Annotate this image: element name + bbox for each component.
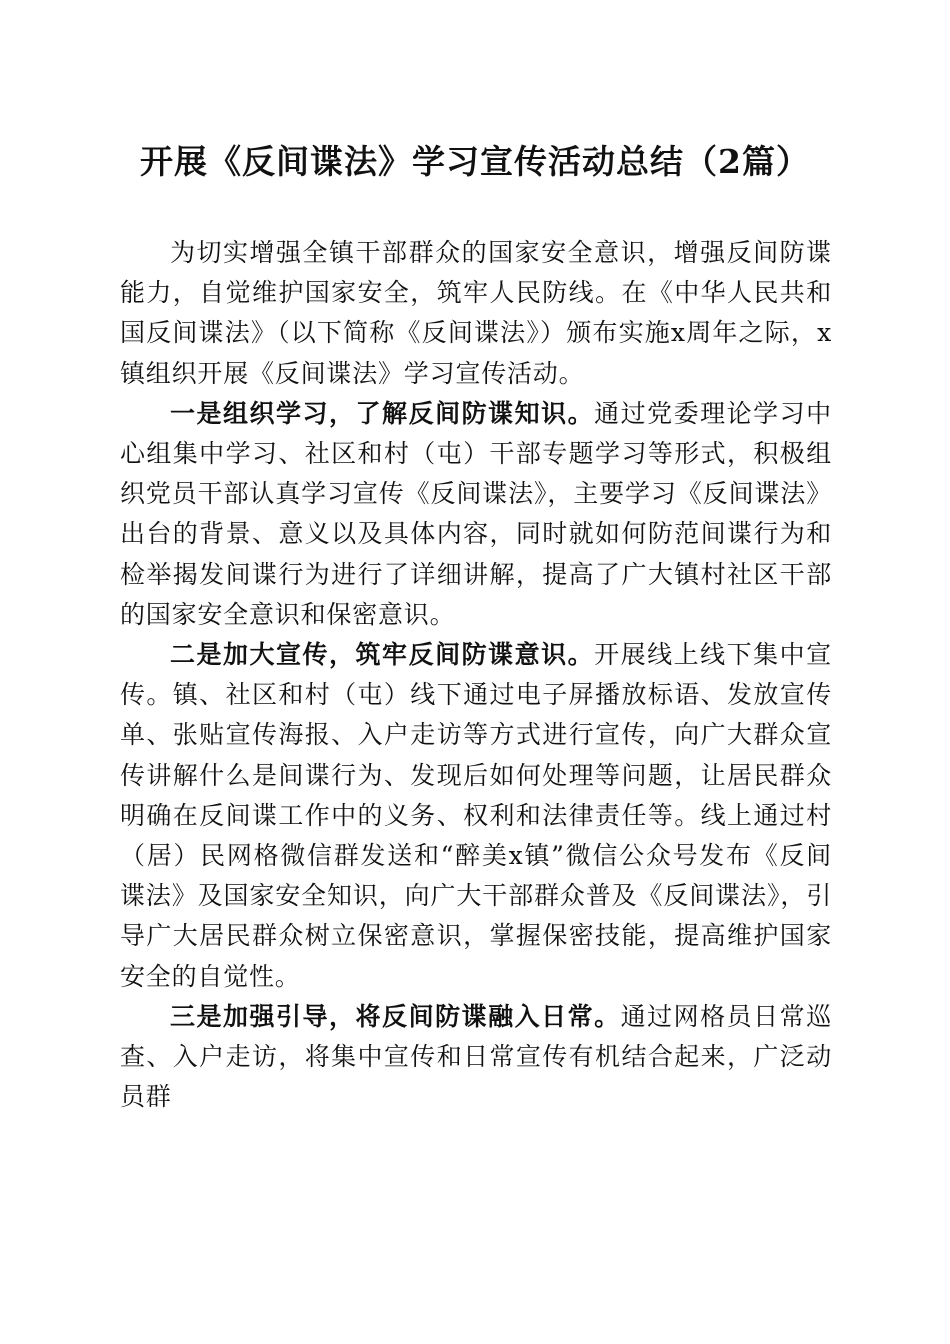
section-3-text: 通过网格员日常巡查、入户走访，将集中宣传和日常宣传有机结合起来，广泛动员群 xyxy=(120,1001,832,1112)
document-title: 开展《反间谍法》学习宣传活动总结（2篇） xyxy=(140,142,810,181)
section-1-heading: 一是组织学习，了解反间防谍知识。 xyxy=(170,398,595,428)
section-2-text: 开展线上线下集中宣传。镇、社区和村（屯）线下通过电子屏播放标语、发放宣传单、张贴宣传海报、入户走访等方式进行宣传，向广大群众宣传讲解什么是间谍行为、发现后如何处理等问题，让居民群众明确在反间谍工作中的义务、权利和法律责任等。线上通过村（居）民网格微信群发送和“醉美x镇”微信公众号发布《反间谍法》及国家安全知识，向广大干部群众普及《反间谍法》，引导广大居民群众树立保密意识，掌握保密技能，提高维护国家安全的自觉性。 xyxy=(120,640,832,991)
section-2-heading: 二是加大宣传，筑牢反间防谍意识。 xyxy=(170,640,595,670)
section-1-text: 通过党委理论学习中心组集中学习、社区和村（屯）干部专题学习等形式，积极组织党员干部认真学习宣传《反间谍法》，主要学习《反间谍法》出台的背景、意义以及具体内容，同时就如何防范间谍行为和检举揭发间谍行为进行了详细讲解，提高了广大镇村社区干部的国家安全意识和保密意识。 xyxy=(120,398,832,629)
paragraph-intro-text: 为切实增强全镇干部群众的国家安全意识，增强反间防谍能力，自觉维护国家安全，筑牢人民防线。在《中华人民共和国反间谍法》（以下简称《反间谍法》）颁布实施x周年之际，x镇组织开展《反间谍法》学习宣传活动。 xyxy=(120,238,832,388)
section-3-heading: 三是加强引导，将反间防谍融入日常。 xyxy=(170,1001,621,1031)
paragraph-section-2 xyxy=(120,635,832,997)
document-body xyxy=(120,233,832,1117)
paragraph-section-1 xyxy=(120,394,832,635)
paragraph-section-3 xyxy=(120,997,832,1118)
paragraph-intro xyxy=(120,233,832,394)
